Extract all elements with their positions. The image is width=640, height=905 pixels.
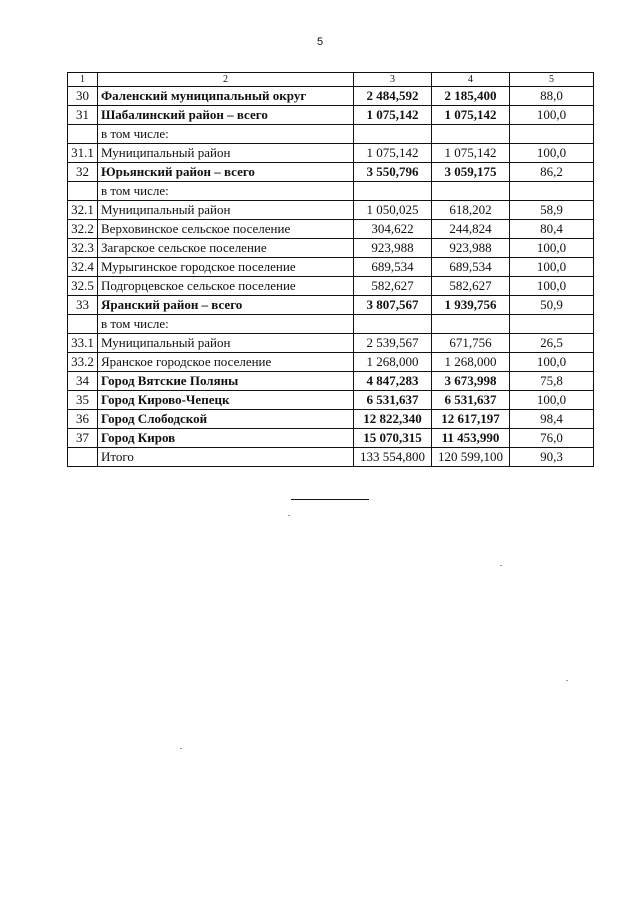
row-value-col3: 6 531,637 [354, 391, 432, 410]
row-number: 37 [68, 429, 98, 448]
row-name: Фаленский муниципальный округ [98, 87, 354, 106]
header-col-1: 1 [68, 73, 98, 87]
row-name: Муниципальный район [98, 144, 354, 163]
header-col-2: 2 [98, 73, 354, 87]
row-number: 32.5 [68, 277, 98, 296]
table-row [68, 125, 594, 144]
table-row [68, 258, 594, 277]
row-value-col3: 3 807,567 [354, 296, 432, 315]
row-name: Город Вятские Поляны [98, 372, 354, 391]
row-value-col5: 100,0 [510, 258, 594, 277]
table-row [68, 429, 594, 448]
row-value-col5: 100,0 [510, 277, 594, 296]
table-row [68, 334, 594, 353]
table-row [68, 182, 594, 201]
row-value-col5: 100,0 [510, 353, 594, 372]
row-number: 33.1 [68, 334, 98, 353]
row-number [68, 448, 98, 467]
row-number: 32.1 [68, 201, 98, 220]
scan-speck [500, 565, 502, 566]
row-value-col4: 1 075,142 [432, 106, 510, 125]
row-value-col5: 80,4 [510, 220, 594, 239]
row-number: 35 [68, 391, 98, 410]
row-value-col3: 1 075,142 [354, 106, 432, 125]
row-name: Муниципальный район [98, 334, 354, 353]
row-number [68, 182, 98, 201]
scan-speck [288, 515, 290, 516]
table-row [68, 410, 594, 429]
table-row [68, 448, 594, 467]
table-row [68, 144, 594, 163]
row-name: Итого [98, 448, 354, 467]
header-col-3: 3 [354, 73, 432, 87]
table-row [68, 315, 594, 334]
table-row [68, 391, 594, 410]
row-value-col4: 3 059,175 [432, 163, 510, 182]
table-row [68, 239, 594, 258]
table-row [68, 220, 594, 239]
row-value-col4: 120 599,100 [432, 448, 510, 467]
row-number: 32 [68, 163, 98, 182]
row-number: 33.2 [68, 353, 98, 372]
row-value-col4 [432, 125, 510, 144]
row-name: Шабалинский район – всего [98, 106, 354, 125]
row-value-col3: 1 268,000 [354, 353, 432, 372]
row-value-col3: 12 822,340 [354, 410, 432, 429]
row-value-col4: 6 531,637 [432, 391, 510, 410]
row-number: 32.3 [68, 239, 98, 258]
table-row [68, 353, 594, 372]
header-col-4: 4 [432, 73, 510, 87]
table-row [68, 163, 594, 182]
row-name: Муниципальный район [98, 201, 354, 220]
row-number [68, 125, 98, 144]
row-value-col3: 923,988 [354, 239, 432, 258]
row-value-col5: 76,0 [510, 429, 594, 448]
row-name: Яранское городское поселение [98, 353, 354, 372]
row-value-col4 [432, 182, 510, 201]
row-value-col3: 582,627 [354, 277, 432, 296]
row-value-col5: 58,9 [510, 201, 594, 220]
row-value-col5: 86,2 [510, 163, 594, 182]
row-name: Мурыгинское городское поселение [98, 258, 354, 277]
row-name: Город Слободской [98, 410, 354, 429]
header-col-5: 5 [510, 73, 594, 87]
row-value-col4: 11 453,990 [432, 429, 510, 448]
row-value-col4: 1 939,756 [432, 296, 510, 315]
row-number: 32.4 [68, 258, 98, 277]
row-value-col3 [354, 125, 432, 144]
row-number: 32.2 [68, 220, 98, 239]
row-value-col4: 1 075,142 [432, 144, 510, 163]
table-row [68, 87, 594, 106]
row-value-col4 [432, 315, 510, 334]
row-name: Верховинское сельское поселение [98, 220, 354, 239]
row-value-col3 [354, 182, 432, 201]
row-value-col5 [510, 315, 594, 334]
row-value-col3: 15 070,315 [354, 429, 432, 448]
row-value-col5: 100,0 [510, 239, 594, 258]
table-row [68, 296, 594, 315]
row-value-col3: 3 550,796 [354, 163, 432, 182]
row-value-col3: 2 539,567 [354, 334, 432, 353]
row-value-col4: 689,534 [432, 258, 510, 277]
row-value-col4: 12 617,197 [432, 410, 510, 429]
row-name: в том числе: [98, 182, 354, 201]
row-value-col4: 244,824 [432, 220, 510, 239]
table-row [68, 277, 594, 296]
row-value-col5: 26,5 [510, 334, 594, 353]
row-name: Юрьянский район – всего [98, 163, 354, 182]
row-name: Загарское сельское поселение [98, 239, 354, 258]
row-value-col5: 98,4 [510, 410, 594, 429]
table-body [68, 87, 594, 467]
row-value-col3: 689,534 [354, 258, 432, 277]
row-number: 31 [68, 106, 98, 125]
row-value-col3 [354, 315, 432, 334]
row-value-col5: 88,0 [510, 87, 594, 106]
row-value-col5: 75,8 [510, 372, 594, 391]
row-value-col4: 2 185,400 [432, 87, 510, 106]
row-name: Город Киров [98, 429, 354, 448]
row-value-col5: 50,9 [510, 296, 594, 315]
end-rule [291, 499, 369, 500]
row-name: в том числе: [98, 125, 354, 144]
row-number: 36 [68, 410, 98, 429]
row-name: Город Кирово-Чепецк [98, 391, 354, 410]
row-number: 30 [68, 87, 98, 106]
table-row [68, 106, 594, 125]
row-value-col4: 1 268,000 [432, 353, 510, 372]
page-number: 5 [316, 36, 324, 48]
row-value-col5: 100,0 [510, 144, 594, 163]
row-value-col3: 2 484,592 [354, 87, 432, 106]
budget-table [67, 72, 594, 467]
scan-speck [180, 748, 182, 749]
row-value-col4: 3 673,998 [432, 372, 510, 391]
row-name: Яранский район – всего [98, 296, 354, 315]
row-number: 33 [68, 296, 98, 315]
row-value-col5: 100,0 [510, 391, 594, 410]
row-value-col4: 671,756 [432, 334, 510, 353]
row-value-col5 [510, 182, 594, 201]
row-number: 34 [68, 372, 98, 391]
row-value-col3: 133 554,800 [354, 448, 432, 467]
row-number [68, 315, 98, 334]
row-value-col3: 4 847,283 [354, 372, 432, 391]
row-value-col5: 90,3 [510, 448, 594, 467]
row-value-col3: 1 050,025 [354, 201, 432, 220]
row-value-col3: 1 075,142 [354, 144, 432, 163]
scan-speck [566, 680, 568, 681]
table-row [68, 372, 594, 391]
row-value-col4: 582,627 [432, 277, 510, 296]
row-value-col4: 923,988 [432, 239, 510, 258]
row-name: в том числе: [98, 315, 354, 334]
table-row [68, 201, 594, 220]
row-name: Подгорцевское сельское поселение [98, 277, 354, 296]
row-value-col5: 100,0 [510, 106, 594, 125]
row-value-col3: 304,622 [354, 220, 432, 239]
table-header-row [68, 73, 594, 87]
row-number: 31.1 [68, 144, 98, 163]
row-value-col5 [510, 125, 594, 144]
row-value-col4: 618,202 [432, 201, 510, 220]
